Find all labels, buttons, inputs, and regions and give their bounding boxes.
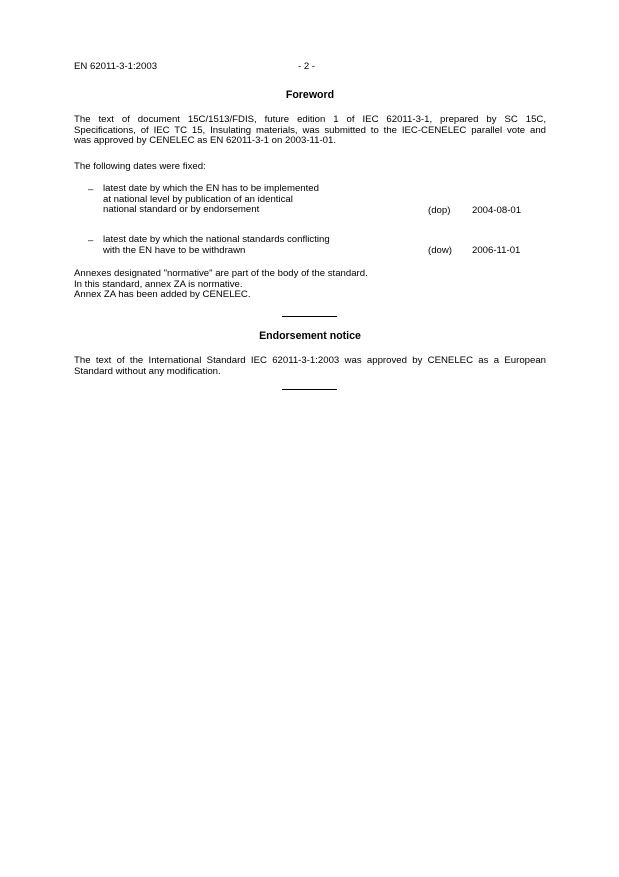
foreword-title: Foreword (285, 89, 335, 101)
annex-notes (74, 269, 546, 301)
date-code-dow: (dow) (428, 245, 452, 256)
date-value-dop: 2004-08-01 (472, 205, 522, 216)
date-item-line: national standard or by endorsement (103, 204, 260, 215)
date-item-line: latest date by which the national standards conflicting (103, 234, 330, 245)
date-value-dow: 2006-11-01 (472, 245, 521, 256)
dates-intro: The following dates were fixed: (74, 161, 206, 172)
endorsement-text (74, 356, 546, 377)
foreword-intro (74, 115, 546, 147)
annex-note-line: Annex ZA has been added by CENELEC. (74, 289, 251, 300)
date-item-line: latest date by which the EN has to be implemented (103, 183, 319, 194)
date-item-dow (103, 235, 330, 256)
foreword-intro-line: Specifications, of IEC TC 15, Insulating materials, was submitted to the IEC-CENELEC parallel vote and (74, 124, 546, 136)
date-item-line: at national level by publication of an identical (103, 193, 293, 205)
document-id: EN 62011-3-1:2003 (74, 61, 158, 72)
section-divider (282, 316, 337, 317)
endorsement-title: Endorsement notice (259, 330, 361, 342)
list-bullet: – (88, 184, 94, 195)
date-item-line: with the EN have to be withdrawn (103, 244, 246, 256)
date-code-dop: (dop) (428, 205, 451, 216)
foreword-intro-line: was approved by CENELEC as EN 62011-3-1 on 2003-11-01. (74, 135, 337, 146)
annex-note-line: Annexes designated "normative" are part of the body of the standard. (74, 268, 368, 279)
annex-note-line: In this standard, annex ZA is normative. (74, 278, 243, 290)
end-divider (282, 389, 337, 390)
endorsement-line: Standard without any modification. (74, 365, 221, 377)
date-item-dop (103, 184, 319, 216)
page-number: - 2 - (298, 61, 316, 72)
foreword-intro-line: The text of document 15C/1513/FDIS, future edition 1 of IEC 62011-3-1, prepared by SC 15C, (74, 114, 546, 125)
endorsement-line: The text of the International Standard IEC 62011-3-1:2003 was approved by CENELEC as a European (74, 355, 546, 366)
list-bullet: – (88, 235, 94, 246)
